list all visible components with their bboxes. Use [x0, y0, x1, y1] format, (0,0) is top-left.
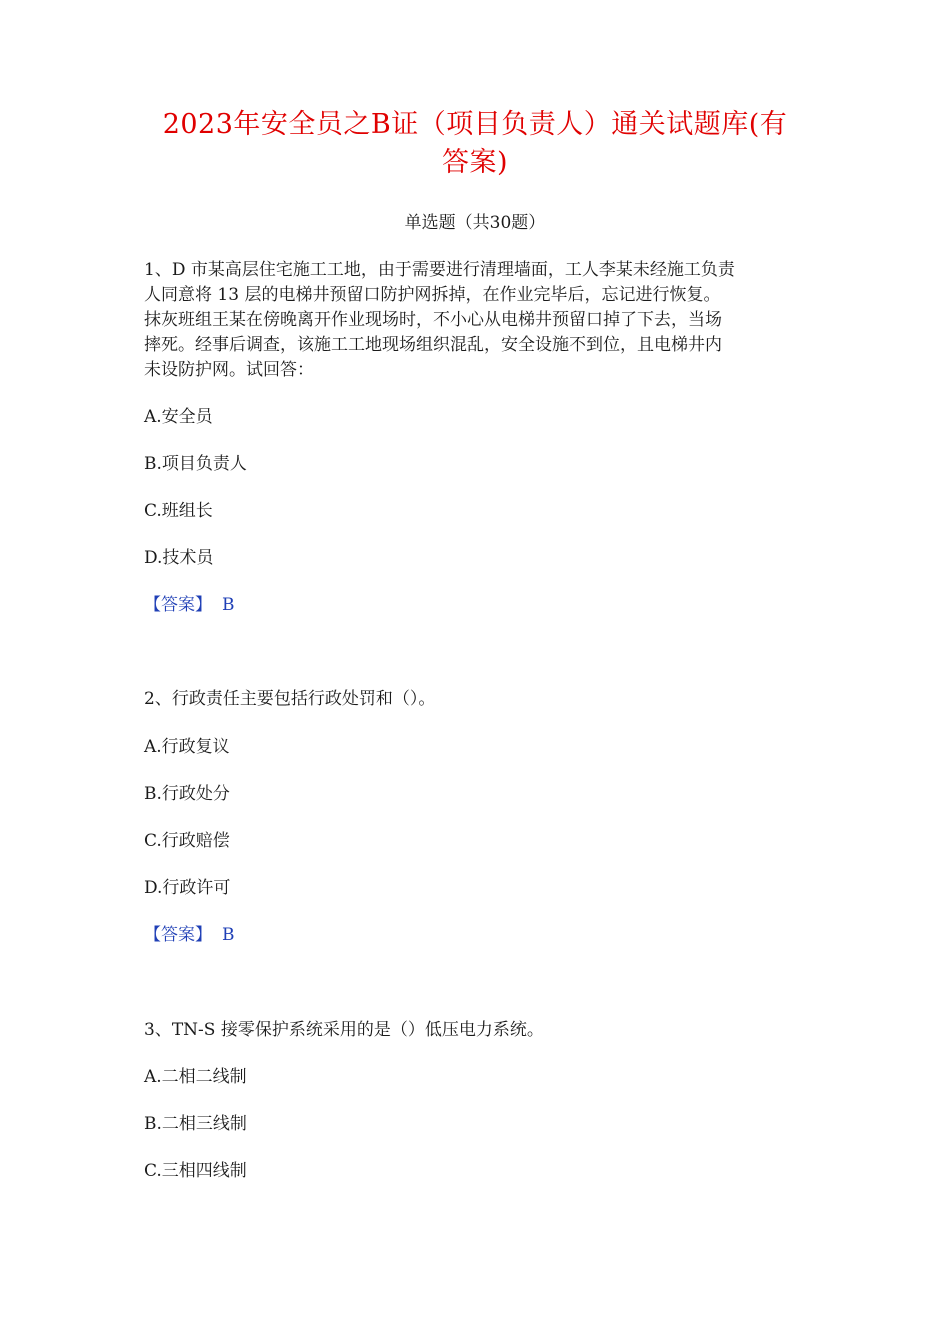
question-1-stem [144, 258, 814, 383]
title-line-1: 2023年安全员之B证（项目负责人）通关试题库(有 [162, 109, 788, 140]
stem-line: 未设防护网。试回答： [144, 360, 314, 380]
stem-line: 抹灰班组王某在傍晚离开作业现场时，不小心从电梯井预留口掉了下去，当场 [144, 310, 722, 330]
stem-line: 摔死。经事后调查，该施工工地现场组织混乱，安全设施不到位，且电梯井内 [144, 335, 722, 355]
answer-label: 【答案】 [144, 925, 212, 945]
section-heading: 单选题（共30题） [404, 213, 546, 233]
question-1-option-c: C.班组长 [144, 501, 213, 521]
question-2-stem [144, 687, 814, 712]
question-2-option-a: A.行政复议 [144, 737, 230, 757]
question-1-option-a: A.安全员 [144, 407, 213, 427]
question-3-option-a: A.二相二线制 [144, 1067, 247, 1087]
stem-line: 3、TN-S 接零保护系统采用的是（）低压电力系统。 [144, 1020, 544, 1040]
stem-line: 1、D 市某高层住宅施工工地，由于需要进行清理墙面，工人李某未经施工负责 [144, 260, 735, 280]
question-2-option-d: D.行政许可 [144, 878, 231, 898]
stem-line: 人同意将 13 层的电梯井预留口防护网拆掉，在作业完毕后，忘记进行恢复。 [144, 285, 721, 305]
question-1-answer [144, 593, 235, 617]
question-2-option-c: C.行政赔偿 [144, 831, 230, 851]
document-title [100, 106, 850, 182]
question-3-option-c: C.三相四线制 [144, 1161, 247, 1181]
question-3-stem [144, 1018, 814, 1043]
question-2-answer [144, 923, 235, 947]
answer-value: B [222, 595, 235, 615]
answer-value: B [222, 925, 235, 945]
question-3-option-b: B.二相三线制 [144, 1114, 247, 1134]
title-line-2: 答案) [441, 147, 509, 178]
stem-line: 2、行政责任主要包括行政处罚和（）。 [144, 689, 436, 709]
answer-label: 【答案】 [144, 595, 212, 615]
question-1-option-d: D.技术员 [144, 548, 214, 568]
question-1-option-b: B.项目负责人 [144, 454, 247, 474]
question-2-option-b: B.行政处分 [144, 784, 230, 804]
